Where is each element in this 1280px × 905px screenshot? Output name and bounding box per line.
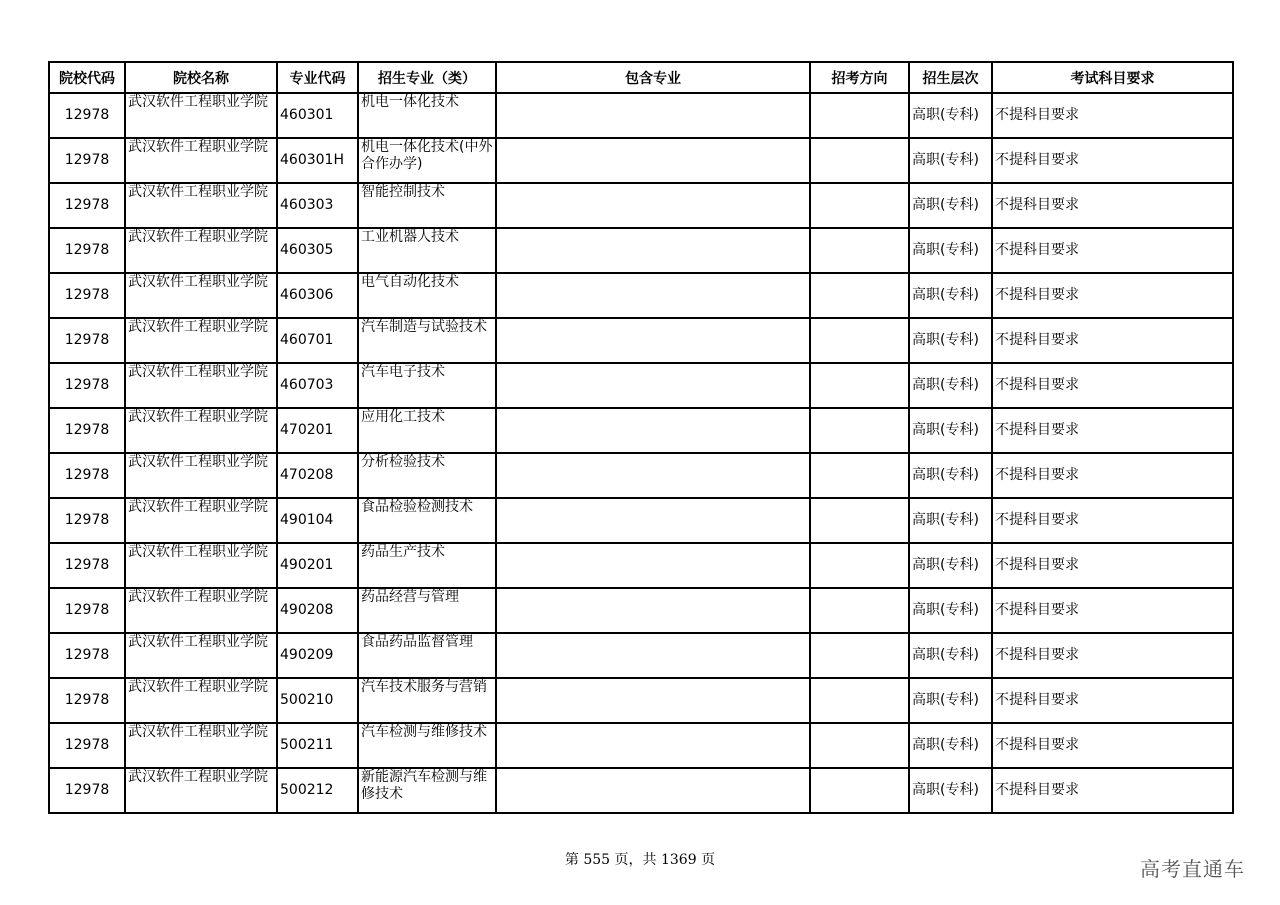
cell-included-majors	[496, 723, 810, 768]
cell-included-majors	[496, 363, 810, 408]
cell-level: 高职(专科)	[909, 273, 992, 318]
table-body	[49, 93, 1233, 813]
cell-school-code: 12978	[49, 363, 125, 408]
cell-direction	[810, 633, 909, 678]
cell-direction	[810, 273, 909, 318]
cell-requirement: 不提科目要求	[992, 228, 1233, 273]
cell-major-code: 460703	[277, 363, 358, 408]
cell-school-code: 12978	[49, 633, 125, 678]
cell-requirement: 不提科目要求	[992, 363, 1233, 408]
cell-requirement: 不提科目要求	[992, 183, 1233, 228]
cell-level: 高职(专科)	[909, 228, 992, 273]
cell-school-name: 武汉软件工程职业学院	[125, 768, 277, 813]
cell-school-code: 12978	[49, 498, 125, 543]
cell-major-code: 490104	[277, 498, 358, 543]
cell-major-code: 460303	[277, 183, 358, 228]
header-school-code: 院校代码	[49, 62, 125, 93]
header-included-majors: 包含专业	[496, 62, 810, 93]
cell-direction	[810, 588, 909, 633]
cell-major-code: 460305	[277, 228, 358, 273]
cell-major: 汽车技术服务与营销	[358, 678, 496, 723]
cell-level: 高职(专科)	[909, 723, 992, 768]
cell-major: 食品药品监督管理	[358, 633, 496, 678]
cell-major-code: 470201	[277, 408, 358, 453]
cell-school-name: 武汉软件工程职业学院	[125, 183, 277, 228]
cell-requirement: 不提科目要求	[992, 453, 1233, 498]
cell-level: 高职(专科)	[909, 318, 992, 363]
cell-requirement: 不提科目要求	[992, 498, 1233, 543]
cell-direction	[810, 183, 909, 228]
cell-major-code: 500211	[277, 723, 358, 768]
cell-major: 汽车制造与试验技术	[358, 318, 496, 363]
cell-major: 药品经营与管理	[358, 588, 496, 633]
header-direction: 招考方向	[810, 62, 909, 93]
cell-school-code: 12978	[49, 678, 125, 723]
cell-school-name: 武汉软件工程职业学院	[125, 363, 277, 408]
cell-major: 机电一体化技术(中外合作办学)	[358, 138, 496, 183]
cell-level: 高职(专科)	[909, 183, 992, 228]
cell-school-name: 武汉软件工程职业学院	[125, 723, 277, 768]
cell-included-majors	[496, 228, 810, 273]
admissions-table	[48, 61, 1234, 814]
cell-included-majors	[496, 453, 810, 498]
cell-requirement: 不提科目要求	[992, 768, 1233, 813]
cell-school-code: 12978	[49, 318, 125, 363]
cell-included-majors	[496, 588, 810, 633]
table-row	[49, 678, 1233, 723]
cell-direction	[810, 138, 909, 183]
cell-school-name: 武汉软件工程职业学院	[125, 138, 277, 183]
cell-school-code: 12978	[49, 138, 125, 183]
cell-major: 应用化工技术	[358, 408, 496, 453]
table-row	[49, 138, 1233, 183]
cell-major: 汽车电子技术	[358, 363, 496, 408]
cell-direction	[810, 408, 909, 453]
cell-school-code: 12978	[49, 453, 125, 498]
cell-major-code: 500210	[277, 678, 358, 723]
cell-direction	[810, 228, 909, 273]
table-row	[49, 273, 1233, 318]
cell-level: 高职(专科)	[909, 363, 992, 408]
cell-major: 工业机器人技术	[358, 228, 496, 273]
cell-major-code: 460301	[277, 93, 358, 138]
cell-major: 新能源汽车检测与维修技术	[358, 768, 496, 813]
cell-level: 高职(专科)	[909, 768, 992, 813]
cell-school-name: 武汉软件工程职业学院	[125, 678, 277, 723]
cell-level: 高职(专科)	[909, 453, 992, 498]
cell-school-name: 武汉软件工程职业学院	[125, 543, 277, 588]
cell-requirement: 不提科目要求	[992, 408, 1233, 453]
header-school-name: 院校名称	[125, 62, 277, 93]
cell-direction	[810, 543, 909, 588]
table-row	[49, 318, 1233, 363]
cell-level: 高职(专科)	[909, 633, 992, 678]
cell-major-code: 500212	[277, 768, 358, 813]
cell-requirement: 不提科目要求	[992, 93, 1233, 138]
cell-level: 高职(专科)	[909, 543, 992, 588]
cell-level: 高职(专科)	[909, 498, 992, 543]
cell-major: 食品检验检测技术	[358, 498, 496, 543]
cell-school-code: 12978	[49, 768, 125, 813]
table-row	[49, 93, 1233, 138]
table-row	[49, 723, 1233, 768]
cell-school-name: 武汉软件工程职业学院	[125, 318, 277, 363]
cell-requirement: 不提科目要求	[992, 723, 1233, 768]
cell-direction	[810, 453, 909, 498]
cell-major-code: 490208	[277, 588, 358, 633]
table-row	[49, 228, 1233, 273]
cell-included-majors	[496, 678, 810, 723]
table-row	[49, 453, 1233, 498]
cell-level: 高职(专科)	[909, 588, 992, 633]
cell-direction	[810, 498, 909, 543]
table-row	[49, 633, 1233, 678]
table-row	[49, 498, 1233, 543]
cell-school-code: 12978	[49, 183, 125, 228]
cell-requirement: 不提科目要求	[992, 678, 1233, 723]
cell-major: 药品生产技术	[358, 543, 496, 588]
cell-direction	[810, 318, 909, 363]
cell-major: 机电一体化技术	[358, 93, 496, 138]
cell-level: 高职(专科)	[909, 408, 992, 453]
header-level: 招生层次	[909, 62, 992, 93]
cell-major: 分析检验技术	[358, 453, 496, 498]
cell-requirement: 不提科目要求	[992, 588, 1233, 633]
cell-major-code: 460306	[277, 273, 358, 318]
cell-requirement: 不提科目要求	[992, 318, 1233, 363]
page-number: 第 555 页，共 1369 页	[564, 852, 716, 868]
cell-requirement: 不提科目要求	[992, 633, 1233, 678]
cell-school-code: 12978	[49, 228, 125, 273]
cell-school-code: 12978	[49, 408, 125, 453]
cell-level: 高职(专科)	[909, 678, 992, 723]
cell-requirement: 不提科目要求	[992, 138, 1233, 183]
cell-included-majors	[496, 543, 810, 588]
cell-major-code: 460301H	[277, 138, 358, 183]
cell-included-majors	[496, 318, 810, 363]
cell-direction	[810, 93, 909, 138]
cell-direction	[810, 723, 909, 768]
cell-school-name: 武汉软件工程职业学院	[125, 498, 277, 543]
header-requirement: 考试科目要求	[992, 62, 1233, 93]
header-major: 招生专业（类）	[358, 62, 496, 93]
cell-school-name: 武汉软件工程职业学院	[125, 408, 277, 453]
table-row	[49, 543, 1233, 588]
cell-major: 汽车检测与维修技术	[358, 723, 496, 768]
table-header-row	[49, 62, 1233, 93]
cell-included-majors	[496, 273, 810, 318]
cell-major-code: 490209	[277, 633, 358, 678]
cell-school-name: 武汉软件工程职业学院	[125, 588, 277, 633]
cell-direction	[810, 678, 909, 723]
cell-direction	[810, 768, 909, 813]
cell-included-majors	[496, 183, 810, 228]
cell-included-majors	[496, 498, 810, 543]
cell-included-majors	[496, 408, 810, 453]
cell-school-name: 武汉软件工程职业学院	[125, 93, 277, 138]
cell-school-code: 12978	[49, 543, 125, 588]
cell-school-code: 12978	[49, 273, 125, 318]
cell-school-name: 武汉软件工程职业学院	[125, 228, 277, 273]
header-major-code: 专业代码	[277, 62, 358, 93]
cell-major-code: 470208	[277, 453, 358, 498]
cell-major-code: 490201	[277, 543, 358, 588]
watermark-logo: 高考直通车	[1140, 857, 1245, 881]
cell-requirement: 不提科目要求	[992, 273, 1233, 318]
table-row	[49, 363, 1233, 408]
cell-direction	[810, 363, 909, 408]
cell-included-majors	[496, 93, 810, 138]
cell-included-majors	[496, 633, 810, 678]
cell-school-name: 武汉软件工程职业学院	[125, 453, 277, 498]
cell-major-code: 460701	[277, 318, 358, 363]
cell-included-majors	[496, 138, 810, 183]
cell-level: 高职(专科)	[909, 138, 992, 183]
cell-major: 智能控制技术	[358, 183, 496, 228]
cell-school-name: 武汉软件工程职业学院	[125, 633, 277, 678]
cell-school-name: 武汉软件工程职业学院	[125, 273, 277, 318]
cell-school-code: 12978	[49, 723, 125, 768]
cell-school-code: 12978	[49, 588, 125, 633]
table-row	[49, 588, 1233, 633]
table-row	[49, 183, 1233, 228]
cell-major: 电气自动化技术	[358, 273, 496, 318]
table-row	[49, 408, 1233, 453]
table-row	[49, 768, 1233, 813]
cell-requirement: 不提科目要求	[992, 543, 1233, 588]
cell-level: 高职(专科)	[909, 93, 992, 138]
cell-school-code: 12978	[49, 93, 125, 138]
cell-included-majors	[496, 768, 810, 813]
